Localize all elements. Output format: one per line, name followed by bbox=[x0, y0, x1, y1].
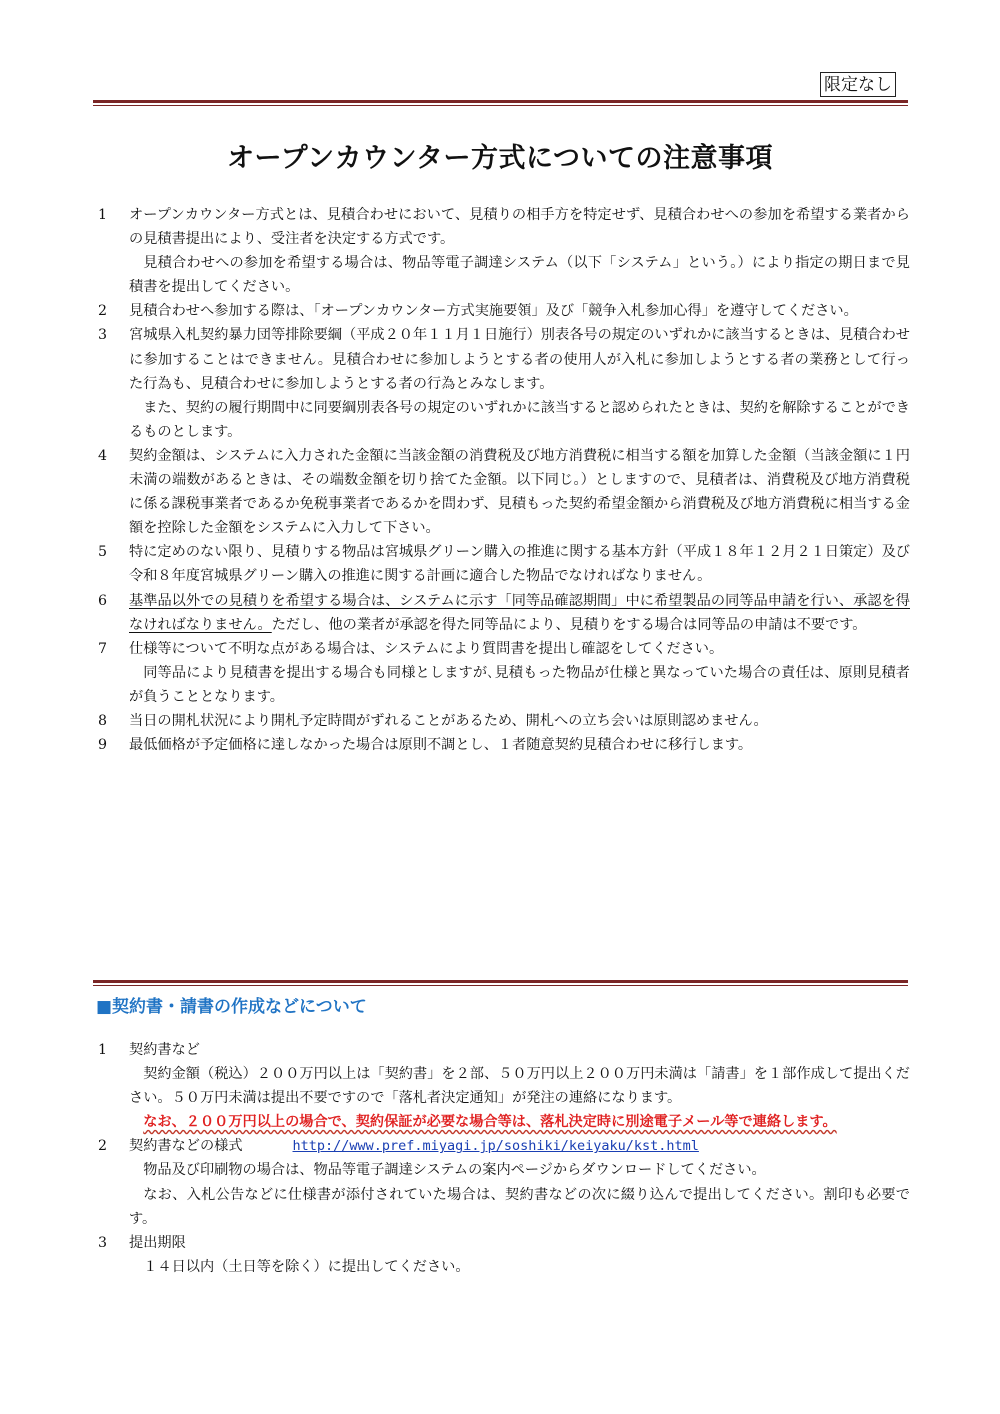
page-title: オープンカウンター方式についての注意事項 bbox=[227, 143, 773, 174]
item-text: 仕様等について不明な点がある場合は、システムにより質問書を提出し確認をしてください。 bbox=[129, 640, 724, 657]
item-text: また、契約の履行期間中に同要綱別表各号の規定のいずれかに該当すると認められたときは、契約を解除することができるものとします。 bbox=[129, 399, 910, 440]
list-item bbox=[95, 299, 910, 323]
list-item bbox=[95, 540, 910, 588]
item-text: 当日の開札状況により開札予定時間がずれることがあるため、開札への立ち会いは原則認めません。 bbox=[129, 712, 768, 729]
item-number: 1 bbox=[98, 207, 108, 223]
list-item bbox=[95, 1038, 910, 1134]
item-number: 2 bbox=[98, 303, 108, 320]
list-item bbox=[95, 637, 910, 709]
item-text: 特に定めのない限り、見積りする物品は宮城県グリーン購入の推進に関する基本方針（平成１８年１２月２１日策定）及び令和８年度宮城県グリーン購入の推進に関する計画に適合した物品でなければなりません。 bbox=[129, 544, 910, 585]
section-title: ■契約書・請書の作成などについて bbox=[96, 997, 367, 1017]
item-text: １４日以内（土日等を除く）に提出してください。 bbox=[143, 1258, 470, 1275]
item-text: 見積合わせへ参加する際は、「オープンカウンター方式実施要領」及び「競争入札参加心得」を遵守してください。 bbox=[129, 303, 858, 320]
item-text: 同等品により見積書を提出する場合も同様としますが､見積もった物品が仕様と異なっていた場合の責任は、原則見積者が負うこととなります。 bbox=[129, 664, 910, 705]
top-divider bbox=[93, 100, 908, 106]
item-heading: 契約書など bbox=[129, 1042, 200, 1058]
item-text: 契約金額（税込）２００万円以上は「契約書」を２部、５０万円以上２００万円未満は「請書」を１部作成して提出ください。５０万円未満は提出不要ですので「落札者決定通知」が発注の連絡になります。 bbox=[129, 1066, 910, 1107]
list-item bbox=[95, 709, 910, 733]
item-text: 見積合わせへの参加を希望する場合は、物品等電子調達システム（以下「システム」という。）により指定の期日まで見積書を提出してください。 bbox=[129, 255, 910, 296]
warning-text: なお、２００万円以上の場合で、契約保証が必要な場合等は、落札決定時に別途電子メール等で連絡します。 bbox=[143, 1114, 837, 1131]
list-item bbox=[95, 589, 910, 637]
item-text: ただし、他の業者が承認を得た同等品により、見積りをする場合は同等品の申請は不要です。 bbox=[271, 616, 867, 633]
item-number: 4 bbox=[98, 447, 108, 464]
item-number: 5 bbox=[98, 544, 108, 561]
restriction-badge: 限定なし bbox=[820, 72, 896, 97]
list-item bbox=[95, 323, 910, 443]
item-text: 契約金額は、システムに入力された金額に当該金額の消費税及び地方消費税に相当する額を加算した金額（当該金額に１円未満の端数があるときは、その端数金額を切り捨てた金額。以下同じ。）としますので、見積者は、消費税及び地方消費税に係る課税事業者であるか免税事業者であるかを問わず、見積もった契約希望金額から消費税及び地方消費税に相当する金額を控除した金額をシステムに入力して下さい。 bbox=[129, 447, 910, 537]
list-item bbox=[95, 733, 910, 757]
item-text: オープンカウンター方式とは、見積合わせにおいて、見積りの相手方を特定せず、見積合わせへの参加を希望する業者からの見積書提出により、受注者を決定する方式です。 bbox=[129, 207, 910, 248]
item-number: 2 bbox=[98, 1138, 108, 1155]
item-text: 最低価格が予定価格に達しなかった場合は原則不調とし、１者随意契約見積合わせに移行します。 bbox=[129, 737, 753, 754]
item-number: 8 bbox=[98, 712, 108, 729]
list-item bbox=[95, 203, 910, 299]
item-text: 宮城県入札契約暴力団等排除要綱（平成２０年１１月１日施行）別表各号の規定のいずれかに該当するときは、見積合わせに参加することはできません。見積合わせに参加しようとする者の使用人が入札に参加しようとする者の業務として行った行為も、見積合わせに参加しようとする者の行為とみなします。 bbox=[129, 327, 910, 392]
item-number: 3 bbox=[98, 1234, 108, 1251]
item-number: 7 bbox=[98, 640, 108, 657]
list-item bbox=[95, 1231, 910, 1279]
item-number: 3 bbox=[98, 327, 108, 344]
item-text: なお、入札公告などに仕様書が添付されていた場合は、契約書などの次に綴り込んで提出してください。割印も必要です。 bbox=[129, 1186, 910, 1227]
list-item bbox=[95, 444, 910, 540]
item-text: 物品及び印刷物の場合は、物品等電子調達システムの案内ページからダウンロードしてください。 bbox=[143, 1162, 766, 1179]
item-text-underlined: 基準品以外での見積りを希望する場合は、システムに示す「同等品確認期間」中に希望製品の同等品申請を行い、承認を得なければなりません。 bbox=[129, 592, 910, 633]
section-divider bbox=[93, 980, 908, 986]
item-number: 1 bbox=[98, 1042, 108, 1058]
list-item bbox=[95, 1134, 910, 1230]
item-number: 9 bbox=[98, 737, 108, 754]
item-heading: 提出期限 bbox=[129, 1234, 186, 1251]
contract-section bbox=[95, 1038, 910, 1279]
notice-list bbox=[95, 203, 910, 757]
item-number: 6 bbox=[98, 592, 108, 609]
form-download-link[interactable]: http://www.pref.miyagi.jp/soshiki/keiyaku/kst.html bbox=[292, 1138, 699, 1155]
item-heading: 契約書などの様式 bbox=[129, 1138, 243, 1155]
